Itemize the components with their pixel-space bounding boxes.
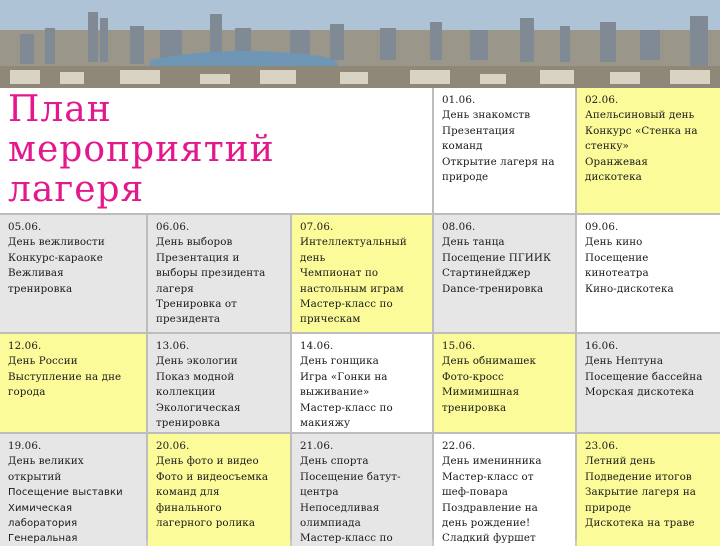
- day-cell: [434, 334, 575, 432]
- day-line: Тренировка от: [156, 298, 237, 311]
- day-line: Экологическая: [156, 401, 241, 414]
- day-line: Мастер-класс по: [300, 298, 393, 311]
- day-cell: [148, 434, 290, 546]
- day-date: 22.06.: [442, 440, 476, 452]
- day-line: Интеллектуальный: [300, 236, 407, 249]
- day-line: День спорта: [300, 455, 369, 468]
- day-line: Мастер-класс от: [442, 470, 534, 483]
- day-line: Конкурс «Стенка на: [585, 124, 698, 137]
- day-date: 16.06.: [585, 340, 619, 352]
- day-cell: [434, 88, 575, 213]
- day-date: 13.06.: [156, 340, 190, 352]
- day-line: Конкурс-караоке: [8, 251, 103, 264]
- day-cell: [577, 88, 720, 213]
- day-line: Dance-тренировка: [442, 282, 544, 295]
- day-line: финального: [156, 501, 222, 514]
- day-line: день: [300, 251, 326, 264]
- day-cell: [577, 434, 720, 546]
- day-line: День танца: [442, 236, 505, 249]
- title-line: План: [8, 89, 112, 130]
- day-line: настольным играм: [300, 282, 404, 295]
- day-line: выборы президента: [156, 267, 266, 280]
- day-date: 07.06.: [300, 221, 334, 233]
- day-cell: [577, 334, 720, 432]
- day-line: открытий: [8, 470, 62, 483]
- day-line: Стартинейджер: [442, 267, 531, 280]
- day-line: Посещение выставки: [8, 487, 123, 499]
- day-line: День России: [8, 355, 78, 368]
- day-line: лаборатория: [8, 518, 78, 530]
- day-line: Химическая: [8, 502, 73, 514]
- day-cell: [0, 434, 146, 546]
- day-line: Чемпионат по: [300, 267, 379, 280]
- day-line: президента: [156, 313, 221, 326]
- day-cell: [0, 215, 146, 332]
- day-line: Презентация: [442, 124, 516, 137]
- day-line: День именинника: [442, 455, 542, 468]
- day-date: 12.06.: [8, 340, 42, 352]
- day-line: день рождение!: [442, 517, 531, 530]
- day-line: Фото-кросс: [442, 370, 504, 383]
- day-date: 01.06.: [442, 94, 476, 106]
- day-line: тренировка: [8, 282, 73, 295]
- day-line: Генеральная: [8, 533, 78, 545]
- day-line: кинотеатра: [585, 267, 649, 280]
- day-date: 05.06.: [8, 221, 42, 233]
- day-line: Открытие лагеря на: [442, 155, 555, 168]
- page-title: [0, 88, 432, 213]
- day-line: Закрытие лагеря на: [585, 486, 697, 499]
- day-date: 15.06.: [442, 340, 476, 352]
- day-date: 09.06.: [585, 221, 619, 233]
- day-line: прическам: [300, 313, 361, 326]
- day-cell: [0, 334, 146, 432]
- day-line: олимпиада: [300, 517, 361, 530]
- day-line: Апельсиновый день: [585, 109, 695, 122]
- day-line: Посещение батут-: [300, 470, 401, 483]
- day-line: Показ модной: [156, 370, 235, 383]
- day-line: макияжу: [300, 417, 351, 430]
- day-line: дискотека: [585, 171, 642, 184]
- day-line: День фото и видео: [156, 455, 259, 468]
- city-skyline-illustration: [0, 0, 720, 92]
- day-line: День кино: [585, 236, 643, 249]
- title-line: мероприятий: [8, 129, 275, 170]
- day-line: города: [8, 386, 46, 399]
- day-line: Непоседливая: [300, 501, 380, 514]
- day-line: шеф-повара: [442, 486, 508, 499]
- day-line: Посещение ПГИИК: [442, 251, 552, 264]
- title-line: лагеря: [8, 169, 145, 210]
- day-line: Подведение итогов: [585, 470, 692, 483]
- day-line: День великих: [8, 455, 84, 468]
- day-line: Оранжевая: [585, 155, 648, 168]
- day-line: День Нептуна: [585, 355, 664, 368]
- day-date: 21.06.: [300, 440, 334, 452]
- day-cell: [148, 215, 290, 332]
- day-line: центра: [300, 486, 339, 499]
- day-line: Поздравление на: [442, 501, 538, 514]
- day-line: Мимимишная: [442, 386, 520, 399]
- day-line: День выборов: [156, 236, 233, 249]
- day-cell: [148, 334, 290, 432]
- day-line: тренировка: [156, 417, 221, 430]
- day-line: природе: [585, 501, 632, 514]
- day-line: Сладкий фуршет: [442, 532, 536, 545]
- day-date: 14.06.: [300, 340, 334, 352]
- day-line: Посещение: [585, 251, 649, 264]
- day-line: стенку»: [585, 140, 629, 153]
- day-line: День знакомств: [442, 109, 531, 122]
- day-line: лагерного ролика: [156, 517, 256, 530]
- day-line: Презентация и: [156, 251, 240, 264]
- day-line: День гонщика: [300, 355, 379, 368]
- day-line: День экологии: [156, 355, 238, 368]
- day-line: Дискотека на траве: [585, 517, 695, 530]
- day-cell: [577, 215, 720, 332]
- day-line: команд: [442, 140, 483, 153]
- day-line: лагеря: [156, 282, 194, 295]
- day-cell: [292, 434, 432, 546]
- day-line: природе: [442, 171, 489, 184]
- day-date: 06.06.: [156, 221, 190, 233]
- day-line: Фото и видеосъемка: [156, 470, 269, 483]
- day-line: Игра «Гонки на: [300, 370, 388, 383]
- day-date: 02.06.: [585, 94, 619, 106]
- day-line: День вежливости: [8, 236, 105, 249]
- day-cell: [292, 215, 432, 332]
- day-line: Вежливая: [8, 267, 64, 280]
- day-line: коллекции: [156, 386, 216, 399]
- day-cell: [434, 215, 575, 332]
- day-date: 19.06.: [8, 440, 42, 452]
- day-cell: [434, 434, 575, 546]
- day-date: 08.06.: [442, 221, 476, 233]
- city-banner-image: [0, 0, 720, 92]
- day-line: выживание»: [300, 386, 370, 399]
- day-cell: [292, 334, 432, 432]
- day-line: День обнимашек: [442, 355, 536, 368]
- day-line: команд для: [156, 486, 220, 499]
- day-line: Морская дискотека: [585, 386, 695, 399]
- day-date: 20.06.: [156, 440, 190, 452]
- day-line: Выступление на дне: [8, 370, 122, 383]
- schedule-table: [0, 88, 720, 545]
- day-line: Посещение бассейна: [585, 370, 703, 383]
- day-date: 23.06.: [585, 440, 619, 452]
- day-line: тренировка: [442, 401, 507, 414]
- day-line: Мастер-класс по: [300, 401, 393, 414]
- day-line: Летний день: [585, 455, 656, 468]
- day-line: Кино-дискотека: [585, 282, 674, 295]
- day-line: Мастер-класс по: [300, 532, 393, 545]
